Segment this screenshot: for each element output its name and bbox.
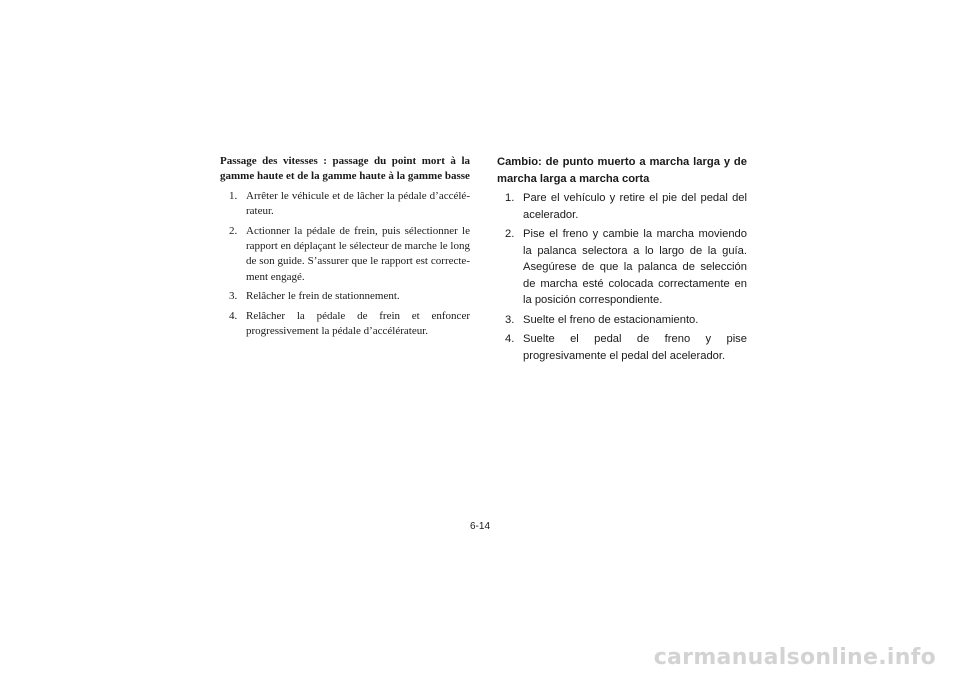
- step-text: Relâcher la pédale de frein et enfoncer progressivement la pédale d’accélérateur.: [246, 309, 470, 338]
- french-step-4: [220, 309, 470, 340]
- step-text: Arrêter le véhicule et de lâcher la pédale d’accélérateur.: [246, 189, 470, 218]
- step-number: 2.: [229, 224, 238, 237]
- french-steps-list: [220, 189, 470, 340]
- spanish-column: [497, 154, 747, 364]
- step-number: 4.: [505, 333, 515, 345]
- spanish-steps-list: [497, 190, 747, 364]
- step-text: Pare el vehículo y retire el pie del pedal del acelerador.: [523, 192, 747, 221]
- french-step-3: [220, 289, 470, 304]
- page-number: 6-14: [469, 521, 490, 532]
- spanish-step-3: [497, 312, 747, 329]
- step-number: 1.: [229, 189, 238, 202]
- spanish-step-1: [497, 190, 747, 223]
- step-number: 3.: [229, 290, 238, 303]
- step-text: Suelte el freno de estacionamiento.: [523, 313, 699, 326]
- step-text: Suelte el pedal de freno y pise progresivamente el pedal del acelerador.: [523, 333, 747, 362]
- watermark: carmanualsonline.info: [653, 645, 936, 670]
- step-number: 4.: [229, 309, 238, 322]
- spanish-section-heading: Cambio: de punto muerto a marcha larga y de marcha larga a marcha corta: [497, 156, 747, 185]
- spanish-step-4: [497, 331, 747, 364]
- step-number: 1.: [505, 192, 515, 204]
- step-text: Actionner la pédale de frein, puis sélectionner le rapport en déplaçant le sélecteur de marche le long de son guide. S’assurer que le rapport est correctement engagé.: [246, 224, 470, 283]
- step-text: Pise el freno y cambie la marcha moviendo la palanca selectora a lo largo de la guía. Asegúrese de que la palanca de selección de marcha esté colocada correctamente en la posición correspondiente.: [523, 228, 747, 306]
- step-number: 2.: [505, 228, 515, 240]
- french-step-2: [220, 224, 470, 286]
- french-step-1: [220, 189, 470, 220]
- spanish-step-2: [497, 226, 747, 309]
- french-column: [220, 154, 470, 339]
- french-section-heading: Passage des vitesses : passage du point mort à la gamme haute et de la gamme haute à la gamme basse: [220, 155, 470, 183]
- step-text: Relâcher le frein de stationnement.: [246, 290, 400, 303]
- step-number: 3.: [505, 313, 515, 326]
